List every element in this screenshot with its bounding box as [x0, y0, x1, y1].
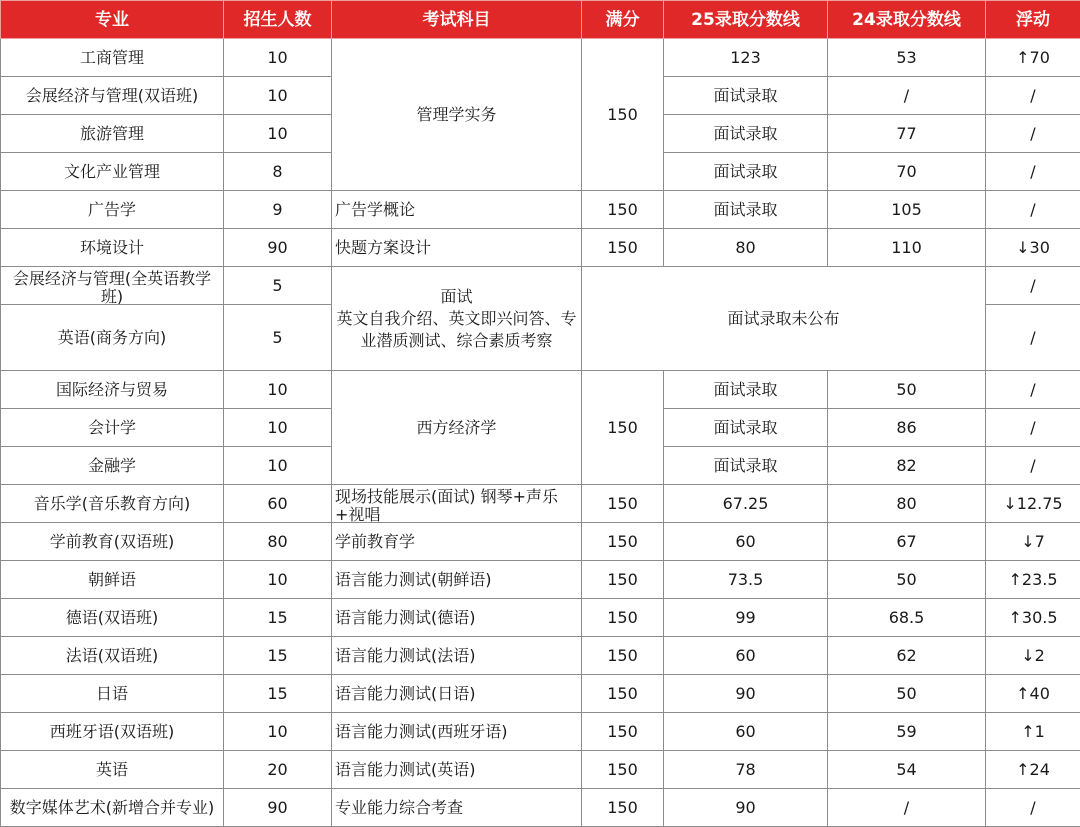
cell-score-24: 68.5	[828, 599, 986, 637]
cell-count: 90	[224, 789, 332, 827]
cell-full-score: 150	[582, 599, 664, 637]
cell-score-25: 面试录取	[664, 153, 828, 191]
header-subject: 考试科目	[332, 1, 582, 39]
cell-change: /	[986, 371, 1080, 409]
cell-major: 朝鲜语	[1, 561, 224, 599]
cell-subject-text: 现场技能展示(面试) 钢琴+声乐+视唱	[335, 486, 579, 522]
cell-score-24: 50	[828, 371, 986, 409]
cell-subject: 广告学概论	[332, 191, 582, 229]
cell-score-25: 面试录取	[664, 191, 828, 229]
cell-score-24: 54	[828, 751, 986, 789]
cell-score-24: 67	[828, 523, 986, 561]
cell-full-score: 150	[582, 637, 664, 675]
cell-subject: 专业能力综合考查	[332, 789, 582, 827]
cell-major: 音乐学(音乐教育方向)	[1, 485, 224, 523]
cell-change: /	[986, 153, 1080, 191]
cell-score-25: 60	[664, 713, 828, 751]
header-full-score: 满分	[582, 1, 664, 39]
cell-change: /	[986, 191, 1080, 229]
cell-score-24: 80	[828, 485, 986, 523]
cell-score-25: 面试录取	[664, 447, 828, 485]
cell-count: 10	[224, 561, 332, 599]
cell-score-25: 73.5	[664, 561, 828, 599]
cell-major: 德语(双语班)	[1, 599, 224, 637]
cell-change: /	[986, 305, 1080, 371]
cell-subject: 快题方案设计	[332, 229, 582, 267]
cell-major: 数字媒体艺术(新增合并专业)	[1, 789, 224, 827]
cell-subject: 语言能力测试(德语)	[332, 599, 582, 637]
cell-subject: 语言能力测试(西班牙语)	[332, 713, 582, 751]
cell-subject-group-economics: 西方经济学	[332, 371, 582, 485]
cell-major: 英语(商务方向)	[1, 305, 224, 371]
table-row	[1, 675, 1080, 713]
cell-change: ↑24	[986, 751, 1080, 789]
cell-score-24: 77	[828, 115, 986, 153]
cell-score-24: 59	[828, 713, 986, 751]
cell-major: 文化产业管理	[1, 153, 224, 191]
cell-change: ↑30.5	[986, 599, 1080, 637]
cell-subject-group-management: 管理学实务	[332, 39, 582, 191]
cell-major: 日语	[1, 675, 224, 713]
cell-subject	[332, 485, 582, 523]
cell-score-24: 62	[828, 637, 986, 675]
cell-change: ↓7	[986, 523, 1080, 561]
table-row	[1, 637, 1080, 675]
cell-change: /	[986, 789, 1080, 827]
table-row	[1, 523, 1080, 561]
cell-full-score: 150	[582, 485, 664, 523]
cell-major: 会计学	[1, 409, 224, 447]
table-row	[1, 191, 1080, 229]
cell-score-25: 面试录取	[664, 115, 828, 153]
cell-score-25: 90	[664, 675, 828, 713]
cell-major: 英语	[1, 751, 224, 789]
cell-full-score: 150	[582, 191, 664, 229]
cell-full-score: 150	[582, 523, 664, 561]
cell-major: 西班牙语(双语班)	[1, 713, 224, 751]
cell-count: 80	[224, 523, 332, 561]
cell-count: 90	[224, 229, 332, 267]
cell-major: 广告学	[1, 191, 224, 229]
cell-result-group-interview: 面试录取未公布	[582, 267, 986, 371]
cell-score-24: 110	[828, 229, 986, 267]
cell-score-24: 50	[828, 561, 986, 599]
cell-subject: 语言能力测试(日语)	[332, 675, 582, 713]
header-score-24: 24录取分数线	[828, 1, 986, 39]
cell-score-24: 105	[828, 191, 986, 229]
cell-change: ↓30	[986, 229, 1080, 267]
cell-subject: 学前教育学	[332, 523, 582, 561]
cell-count: 10	[224, 371, 332, 409]
cell-full-group-management: 150	[582, 39, 664, 191]
cell-change: /	[986, 267, 1080, 305]
cell-subject: 语言能力测试(英语)	[332, 751, 582, 789]
table-row	[1, 485, 1080, 523]
cell-major: 工商管理	[1, 39, 224, 77]
interview-subject-title: 面试	[334, 286, 579, 308]
cell-score-24: /	[828, 789, 986, 827]
table-row	[1, 599, 1080, 637]
cell-count: 9	[224, 191, 332, 229]
header-score-25: 25录取分数线	[664, 1, 828, 39]
cell-count: 10	[224, 713, 332, 751]
cell-major: 法语(双语班)	[1, 637, 224, 675]
cell-major: 旅游管理	[1, 115, 224, 153]
table-header-row	[1, 1, 1080, 39]
cell-score-25: 80	[664, 229, 828, 267]
cell-full-score: 150	[582, 789, 664, 827]
cell-change: ↑1	[986, 713, 1080, 751]
cell-full-score: 150	[582, 751, 664, 789]
cell-subject-group-interview	[332, 267, 582, 371]
cell-change: /	[986, 115, 1080, 153]
table-row	[1, 561, 1080, 599]
cell-major: 学前教育(双语班)	[1, 523, 224, 561]
cell-major: 金融学	[1, 447, 224, 485]
cell-major	[1, 267, 224, 305]
cell-count: 8	[224, 153, 332, 191]
cell-count: 10	[224, 39, 332, 77]
cell-subject: 语言能力测试(朝鲜语)	[332, 561, 582, 599]
table-row	[1, 229, 1080, 267]
cell-change: ↑70	[986, 39, 1080, 77]
cell-score-25: 67.25	[664, 485, 828, 523]
table-row	[1, 39, 1080, 77]
cell-count: 10	[224, 77, 332, 115]
cell-major-text: 会展经济与管理(全英语教学班)	[3, 268, 221, 304]
cell-score-25: 90	[664, 789, 828, 827]
cell-subject: 语言能力测试(法语)	[332, 637, 582, 675]
cell-count: 5	[224, 267, 332, 305]
header-change: 浮动	[986, 1, 1080, 39]
header-count: 招生人数	[224, 1, 332, 39]
cell-full-score: 150	[582, 675, 664, 713]
cell-full-score: 150	[582, 713, 664, 751]
table-row	[1, 267, 1080, 305]
cell-count: 5	[224, 305, 332, 371]
cell-score-25: 99	[664, 599, 828, 637]
cell-change: /	[986, 447, 1080, 485]
table-row	[1, 371, 1080, 409]
cell-count: 10	[224, 115, 332, 153]
cell-score-24: 53	[828, 39, 986, 77]
cell-score-25: 面试录取	[664, 77, 828, 115]
cell-score-25: 78	[664, 751, 828, 789]
cell-major: 环境设计	[1, 229, 224, 267]
cell-change: /	[986, 77, 1080, 115]
cell-score-25: 60	[664, 523, 828, 561]
cell-count: 60	[224, 485, 332, 523]
cell-score-24: 86	[828, 409, 986, 447]
cell-full-group-economics: 150	[582, 371, 664, 485]
interview-subject-detail: 英文自我介绍、英文即兴问答、专业潜质测试、综合素质考察	[334, 308, 579, 352]
cell-count: 10	[224, 447, 332, 485]
cell-change: ↑40	[986, 675, 1080, 713]
cell-full-score: 150	[582, 229, 664, 267]
cell-count: 15	[224, 637, 332, 675]
cell-count: 20	[224, 751, 332, 789]
cell-change: /	[986, 409, 1080, 447]
table-row	[1, 789, 1080, 827]
cell-count: 15	[224, 675, 332, 713]
table-row	[1, 751, 1080, 789]
cell-score-24: 82	[828, 447, 986, 485]
cell-count: 10	[224, 409, 332, 447]
table-row	[1, 713, 1080, 751]
cell-score-24: 70	[828, 153, 986, 191]
cell-score-25: 123	[664, 39, 828, 77]
cell-score-24: /	[828, 77, 986, 115]
cell-score-25: 面试录取	[664, 371, 828, 409]
cell-change: ↑23.5	[986, 561, 1080, 599]
cell-score-24: 50	[828, 675, 986, 713]
cell-score-25: 面试录取	[664, 409, 828, 447]
cell-change: ↓2	[986, 637, 1080, 675]
cell-change: ↓12.75	[986, 485, 1080, 523]
cell-score-25: 60	[664, 637, 828, 675]
cell-major: 会展经济与管理(双语班)	[1, 77, 224, 115]
cell-major: 国际经济与贸易	[1, 371, 224, 409]
cell-full-score: 150	[582, 561, 664, 599]
header-major: 专业	[1, 1, 224, 39]
cell-count: 15	[224, 599, 332, 637]
